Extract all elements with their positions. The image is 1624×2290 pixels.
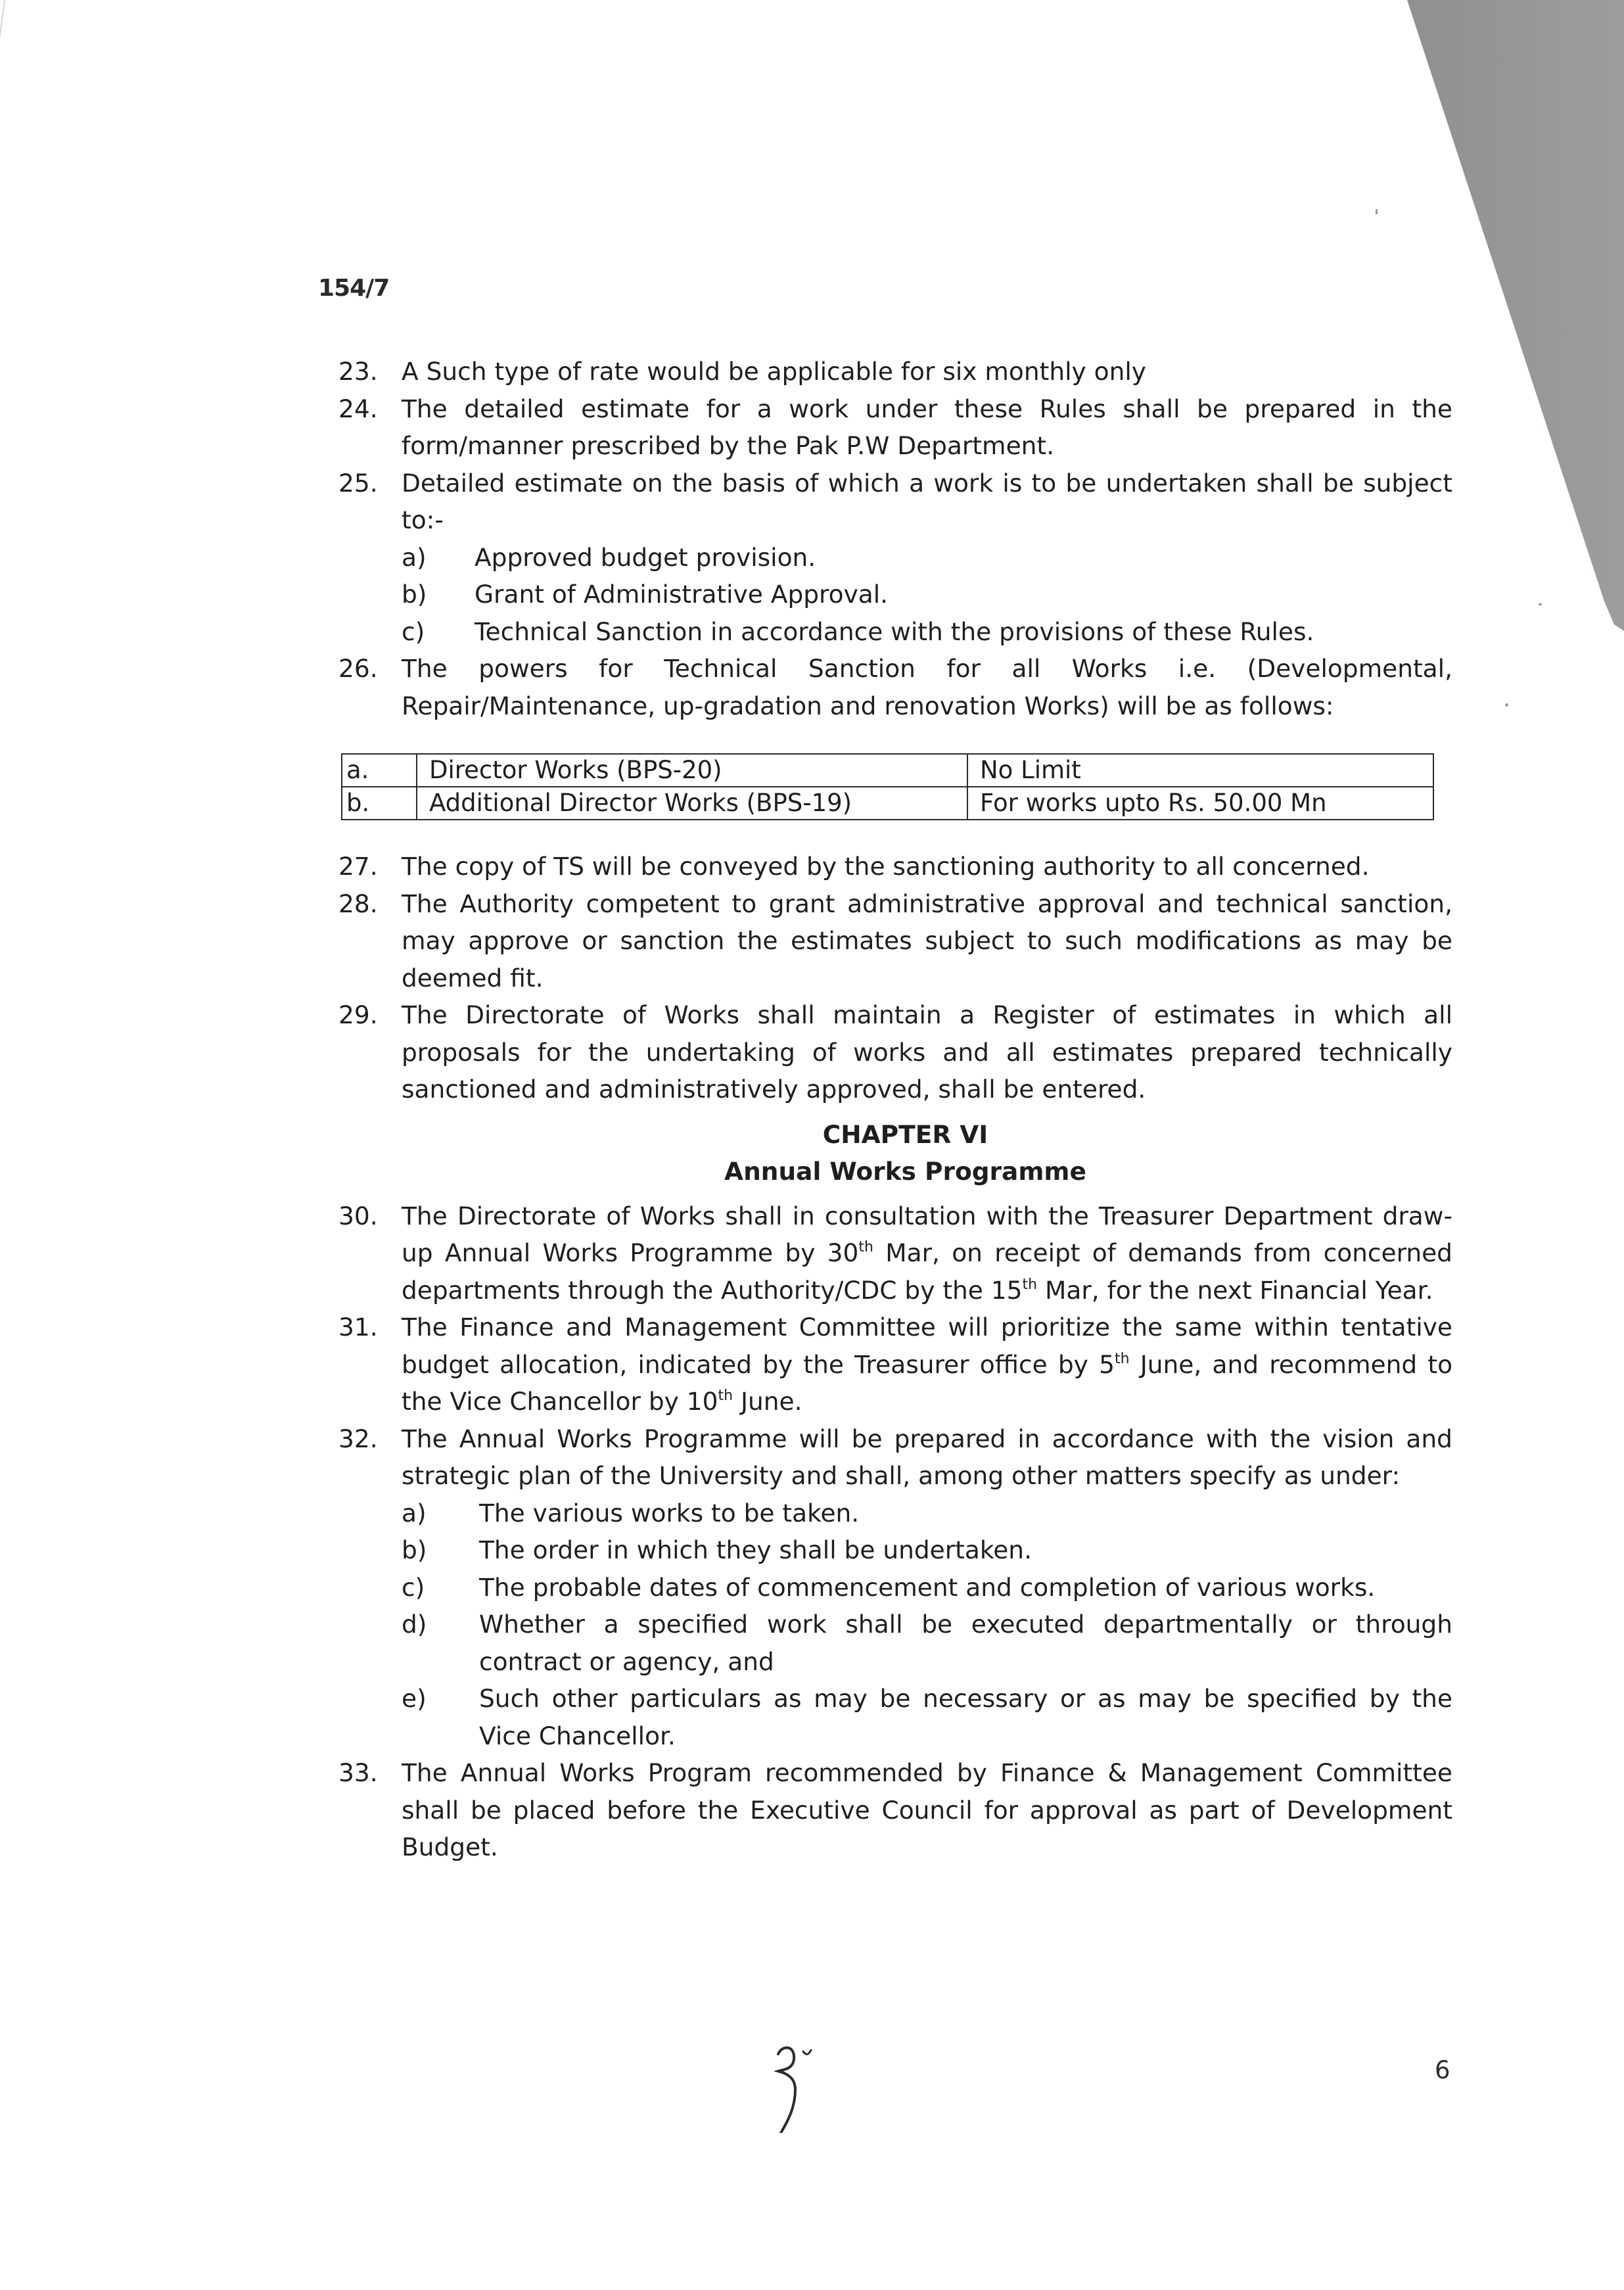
subclause-text: The order in which they shall be undertaken. xyxy=(479,1535,1032,1564)
subclause xyxy=(402,1569,1452,1606)
subclause-label: c) xyxy=(402,1572,425,1602)
subclause-text: Technical Sanction in accordance with the provisions of these Rules. xyxy=(475,617,1314,646)
chapter-number: CHAPTER VI xyxy=(822,1119,988,1149)
subclause-text: Grant of Administrative Approval. xyxy=(475,580,889,609)
chapter-heading xyxy=(338,1116,1452,1190)
handwritten-initial-mark xyxy=(769,2041,828,2133)
scan-speck xyxy=(1505,703,1508,707)
clause-text: The Authority competent to grant administrative approval and technical sanction, may approve or sanction the estimates subject to such modifications as may be deemed fit. xyxy=(402,889,1452,993)
clause-26 xyxy=(338,650,1452,724)
text-part: June, and recommend to the Vice Chancellor by 10 xyxy=(402,1349,1453,1416)
subclause xyxy=(402,576,1452,613)
subclause-label: a) xyxy=(402,1498,427,1528)
clause-text: The copy of TS will be conveyed by the sanctioning authority to all concerned. xyxy=(402,852,1370,881)
subclause-text: Whether a specified work shall be executed departmentally or through contract or agency, and xyxy=(479,1610,1452,1676)
scan-speck xyxy=(1539,603,1542,605)
subclause-label: c) xyxy=(402,617,425,646)
limit-cell: For works upto Rs. 50.00 Mn xyxy=(967,787,1433,820)
clause-27 xyxy=(338,848,1452,885)
clause-32 xyxy=(338,1420,1452,1495)
ordinal-suffix: th xyxy=(1114,1350,1130,1367)
subclause-label: e) xyxy=(402,1684,427,1713)
subclause xyxy=(402,539,1452,576)
subclause-label: a) xyxy=(402,542,427,572)
scan-speck xyxy=(1376,209,1378,214)
text-part: The Directorate of Works shall in consultation with the Treasurer Department draw-up Annual Works Programme by 30 xyxy=(402,1201,1452,1267)
page-number: 6 xyxy=(1435,2056,1450,2084)
clause-number: 33. xyxy=(338,1758,378,1787)
subclause-text: The probable dates of commencement and completion of various works. xyxy=(479,1572,1376,1602)
clause-number: 31. xyxy=(338,1313,378,1342)
authority-cell: Additional Director Works (BPS-19) xyxy=(417,787,967,820)
clause-number: 23. xyxy=(338,357,378,386)
clause-24 xyxy=(338,390,1452,465)
text-part: Mar, on receipt of demands from concerned departments through the Authority/CDC by the 15 xyxy=(402,1238,1452,1305)
document-body xyxy=(338,353,1452,1866)
subclause-label: b) xyxy=(402,1535,427,1564)
authority-cell: Director Works (BPS-20) xyxy=(417,754,967,787)
chapter-title: Annual Works Programme xyxy=(724,1156,1086,1186)
clause-text: The powers for Technical Sanction for all Works i.e. (Developmental, Repair/Maintenance, up-gradation and renovation Works) will be as follows: xyxy=(402,654,1452,720)
ordinal-suffix: th xyxy=(858,1239,873,1255)
subclause-label: d) xyxy=(402,1610,427,1639)
ordinal-suffix: th xyxy=(718,1388,733,1404)
row-label: a. xyxy=(342,754,417,787)
limit-cell: No Limit xyxy=(967,754,1433,787)
clause-text: The Annual Works Programme will be prepared in accordance with the vision and strategic plan of the University and shall, among other matters specify as under: xyxy=(402,1424,1452,1490)
document-reference: 154/7 xyxy=(318,275,390,302)
text-part: The Finance and Management Committee will prioritize the same within tentative budget allocation, indicated by the Treasurer office by 5 xyxy=(402,1313,1452,1379)
subclause xyxy=(402,1495,1452,1532)
clause-29 xyxy=(338,996,1452,1108)
clause-number: 30. xyxy=(338,1201,378,1230)
clause-text: Detailed estimate on the basis of which a work is to be undertaken shall be subject to:- xyxy=(402,468,1452,534)
subclause-text: Approved budget provision. xyxy=(475,542,816,572)
table-row xyxy=(342,754,1433,787)
subclause-label: b) xyxy=(402,580,427,609)
text-part: June. xyxy=(733,1387,802,1416)
clause-33 xyxy=(338,1754,1452,1866)
technical-sanction-table xyxy=(341,753,1434,820)
table-row xyxy=(342,787,1433,820)
clause-number: 28. xyxy=(338,889,378,918)
clause-30 xyxy=(338,1198,1452,1309)
clause-number: 29. xyxy=(338,1000,378,1029)
clause-number: 25. xyxy=(338,468,378,498)
scan-edge-mark xyxy=(0,0,14,59)
subclause-text: The various works to be taken. xyxy=(479,1498,860,1528)
clause-text: A Such type of rate would be applicable for six monthly only xyxy=(402,357,1146,386)
clause-number: 26. xyxy=(338,654,378,683)
clause-text: The Annual Works Program recommended by Finance & Management Committee shall be placed before the Executive Council for approval as part of Development Budget. xyxy=(402,1758,1452,1861)
clause-number: 27. xyxy=(338,852,378,881)
clause-number: 24. xyxy=(338,394,378,423)
clause-text: The Directorate of Works shall maintain a Register of estimates in which all proposals for the undertaking of works and all estimates prepared technically sanctioned and administratively approved, shall be entered. xyxy=(402,1000,1452,1104)
subclause xyxy=(402,1680,1452,1754)
row-label: b. xyxy=(342,787,417,820)
clause-text xyxy=(402,1309,1452,1420)
text-part: Mar, for the next Financial Year. xyxy=(1037,1275,1433,1305)
clause-number: 32. xyxy=(338,1424,378,1453)
clause-25 xyxy=(338,465,1452,539)
clause-23 xyxy=(338,353,1452,390)
subclause xyxy=(402,1606,1452,1680)
clause-text xyxy=(402,1198,1452,1309)
clause-28 xyxy=(338,885,1452,997)
clause-31 xyxy=(338,1309,1452,1420)
subclause-text: Such other particulars as may be necessary or as may be specified by the Vice Chancellor. xyxy=(479,1684,1452,1750)
subclause xyxy=(402,1531,1452,1569)
clause-text: The detailed estimate for a work under these Rules shall be prepared in the form/manner prescribed by the Pak P.W Department. xyxy=(402,394,1452,460)
subclause xyxy=(402,613,1452,651)
ordinal-suffix: th xyxy=(1022,1276,1038,1293)
